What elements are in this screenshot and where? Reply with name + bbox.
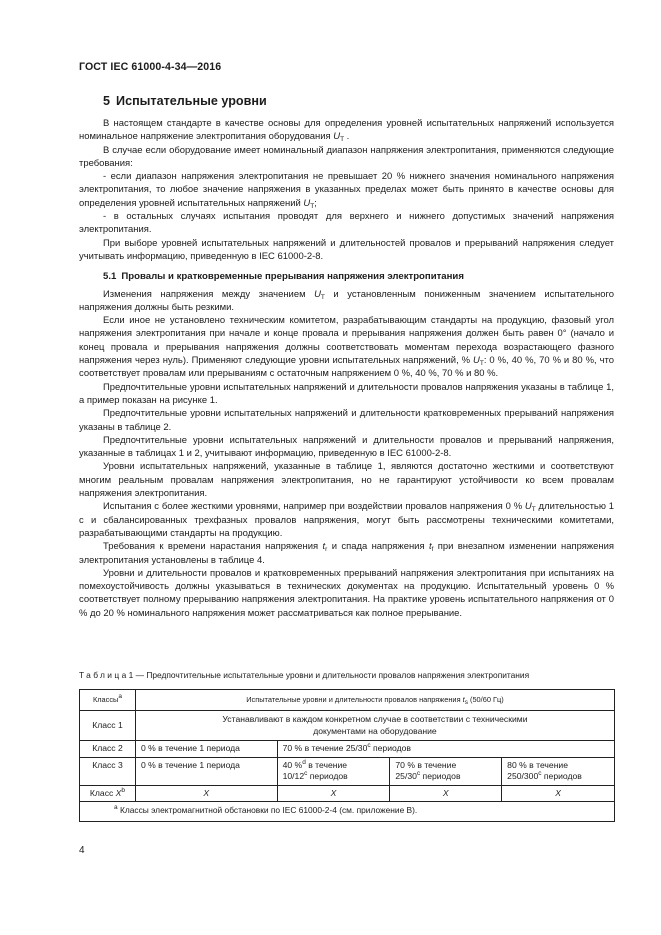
row-cell: 70 % в течение 25/30$^c$ периодов: [390, 757, 502, 785]
paragraph: Требования к времени нарастания напряжения $t_r$ и спада напряжения $t_f$ при внезапном изменении напряжения электропитания установлены в таблице 4.: [79, 541, 614, 566]
row-class: Класс 3: [80, 757, 136, 785]
table-header-row: [80, 690, 615, 711]
page-number: 4: [79, 845, 85, 856]
paragraph: В случае если оборудование имеет номинальный диапазон напряжения электропитания, применяются следующие требования:: [79, 144, 614, 169]
document-header: ГОСТ IEC 61000-4-34—2016: [79, 61, 222, 73]
table-row: [80, 785, 615, 802]
paragraph: - если диапазон напряжения электропитания не превышает 20 % нижнего значения номинального напряжения электропитания, то любое значение напряжения в указанных пределах может быть принято в качестве основы для определения уровней испытательных напряжений $U_T$;: [79, 171, 614, 210]
row-cell: X: [135, 785, 277, 802]
paragraph: Испытания с более жесткими уровнями, например при воздействии провалов напряжения 0 % $U_T$ длительностью 1 с и сбалансированных трехфазных провалов напряжения, могут быть рассмотрены техническими комитетами, разрабатывающими стандарты на продукцию.: [79, 501, 614, 539]
row-cell: 70 % в течение 25/30$^c$ периодов: [277, 741, 614, 758]
row-cell: 40 %$^d$ в течение 10/12$^c$ периодов: [277, 757, 390, 785]
paragraph: При выборе уровней испытательных напряжений и длительностей провалов и прерываний напряжения следует учитывать информацию, приведенную в IEC 61000-2-8.: [79, 237, 614, 262]
section-5-heading: 5 Испытательные уровни: [103, 94, 267, 108]
table-row: [80, 711, 615, 741]
table-footnote: $^a$ Классы электромагнитной обстановки по IEC 61000-2-4 (см. приложение В).: [80, 802, 615, 822]
row-cell: X: [502, 785, 615, 802]
table-footnote-row: [80, 802, 615, 822]
paragraph: Уровни и длительности провалов и кратковременных прерываний напряжения электропитания при испытаниях на помехоустойчивость должны указываться в технических документах на продукцию. Испытательный уровень 0 % соответствует полному прерыванию напряжения электропитания. На практике уровень испытательного напряжения от 0 % до 20 % номинального напряжения может рассматриваться как полное прерывание.: [79, 567, 614, 619]
table-row: [80, 757, 615, 785]
table-1: [79, 689, 615, 822]
row-cell: Устанавливают в каждом конкретном случае в соответствии с техническими документами на оборудование: [135, 711, 614, 741]
row-cell: 0 % в течение 1 периода: [135, 741, 277, 758]
row-class: Класс 2: [80, 741, 136, 758]
paragraph: Предпочтительные уровни испытательных напряжений и длительности провалов и прерываний напряжения, указанные в таблицах 1 и 2, учитывают информацию, приведенную в IEC 61000-2-8.: [79, 434, 614, 460]
section-5-1-heading: 5.1 Провалы и кратковременные прерывания напряжения электропитания: [103, 271, 464, 283]
table-caption: Таблица1 — Предпочтительные испытательные уровни и длительности провалов напряжения электропитания: [79, 670, 530, 680]
row-cell: 0 % в течение 1 периода: [135, 757, 277, 785]
row-class: Класс $X^b$: [80, 785, 136, 802]
paragraph: Предпочтительные уровни испытательных напряжений и длительности кратковременных прерываний напряжения указаны в таблице 2.: [79, 408, 614, 433]
row-class: Класс 1: [80, 711, 136, 741]
header-class: Классы$^a$: [80, 690, 136, 711]
row-cell: X: [277, 785, 390, 802]
paragraph: Предпочтительные уровни испытательных напряжений и длительности провалов напряжения указаны в таблице 1, а пример показан на рисунке 1.: [79, 381, 614, 406]
paragraph: Если иное не установлено техническим комитетом, разрабатывающим стандарты на продукцию, фазовый угол напряжения электропитания при начале и конце провала и прерывания напряжения должен быть равен 0° (начало и конец провала и прерывания напряжения должны соответствовать моментам перехода возрастающего фазного напряжения через нуль). Применяют следующие уровни испытательных напряжений, % $U_T$: 0 %, 40 %, 70 % и 80 %, что соответствует провалам или прерываниям с остаточным напряжением 0 %, 40 %, 70 % и 80 %.: [79, 315, 615, 380]
paragraph: В настоящем стандарте в качестве основы для определения уровней испытательных напряжений используется номинальное напряжение электропитания оборудования $U_T$ .: [79, 118, 614, 144]
row-cell: X: [390, 785, 502, 802]
header-levels: Испытательные уровни и длительности провалов напряжения $t_s$ (50/60 Гц): [135, 690, 614, 711]
table-row: [80, 741, 615, 758]
paragraph: Изменения напряжения между значением $U_T$ и установленным пониженным значением испытательного напряжения должны быть резкими.: [79, 288, 614, 313]
row-cell: 80 % в течение 250/300$^c$ периодов: [502, 757, 615, 785]
document-body: [79, 94, 614, 620]
paragraph: - в остальных случаях испытания проводят для верхнего и нижнего допустимых значений напряжения электропитания.: [79, 211, 614, 236]
paragraph: Уровни испытательных напряжений, указанные в таблице 1, являются достаточно жесткими и соответствуют многим реальным провалам напряжения электропитания, но не гарантируют устойчивости ко всем провалам напряжения электропитания.: [79, 461, 614, 500]
